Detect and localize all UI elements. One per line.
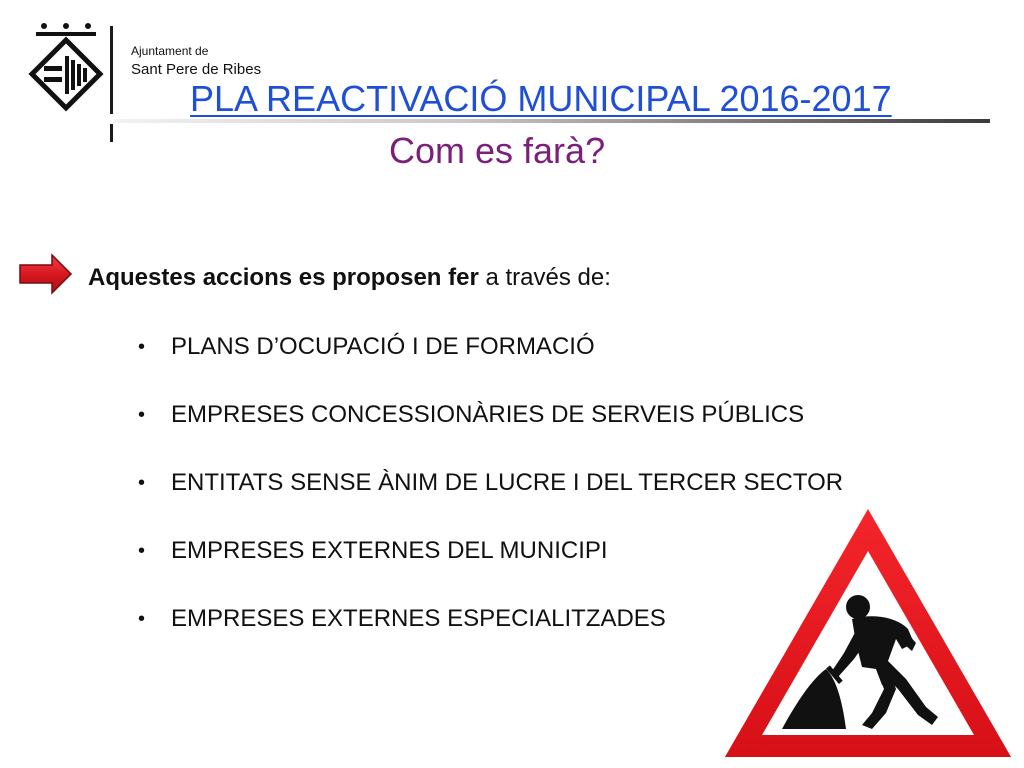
list-item bbox=[138, 398, 843, 466]
intro-bold: Aquestes accions es proposen fer bbox=[88, 264, 479, 291]
org-name-line2: Sant Pere de Ribes bbox=[131, 61, 262, 78]
list-item-text: EMPRESES EXTERNES DEL MUNICIPI bbox=[171, 537, 608, 564]
bullet-dot: • bbox=[138, 472, 146, 494]
intro-sentence bbox=[88, 264, 611, 292]
bullet-dot: • bbox=[138, 336, 146, 358]
header-vertical-rule-short bbox=[110, 124, 113, 142]
coat-of-arms-icon bbox=[28, 22, 104, 132]
slide-subtitle: Com es farà? bbox=[389, 130, 606, 171]
list-item-text: ENTITATS SENSE ÀNIM DE LUCRE I DEL TERCER SECTOR bbox=[171, 469, 844, 496]
bullet-dot: • bbox=[138, 540, 146, 562]
slide-title: PLA REACTIVACIÓ MUNICIPAL 2016-2017 bbox=[190, 78, 892, 119]
list-item-text: EMPRESES CONCESSIONÀRIES DE SERVEIS PÚBLICS bbox=[171, 401, 805, 428]
roadworks-sign-icon bbox=[712, 493, 1024, 768]
intro-rest: a través de: bbox=[478, 264, 611, 291]
org-name-line1: Ajuntament de bbox=[131, 44, 209, 58]
bullet-dot: • bbox=[138, 404, 146, 426]
list-item bbox=[138, 330, 843, 398]
header-vertical-rule bbox=[110, 26, 113, 114]
red-arrow-icon bbox=[18, 252, 74, 296]
bullet-dot: • bbox=[138, 608, 146, 630]
list-item-text: PLANS D’OCUPACIÓ I DE FORMACIÓ bbox=[171, 333, 595, 360]
list-item-text: EMPRESES EXTERNES ESPECIALITZADES bbox=[171, 605, 666, 632]
